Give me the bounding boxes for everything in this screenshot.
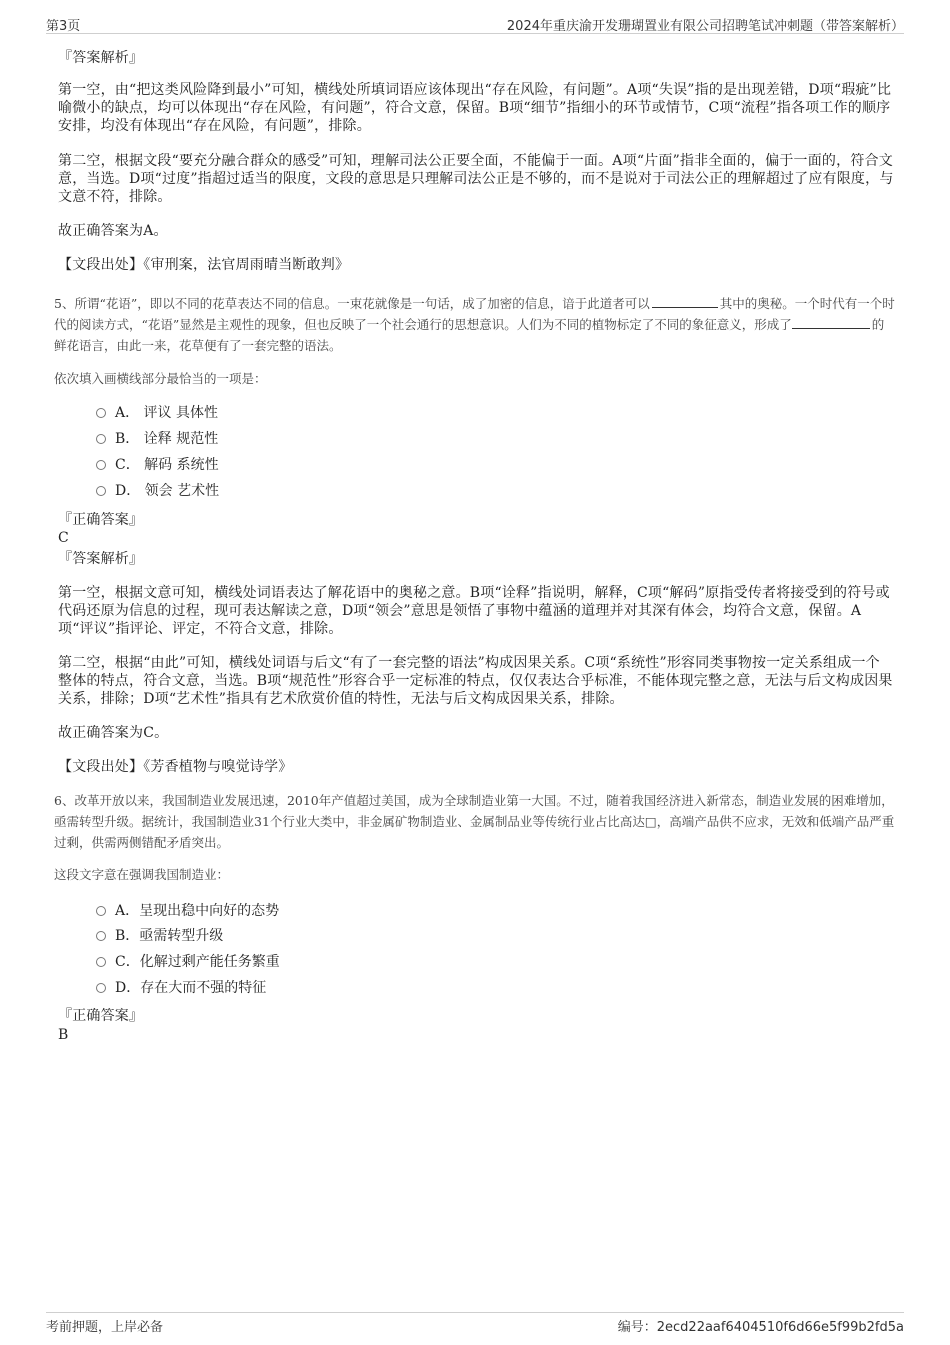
radio-icon[interactable]: [96, 460, 106, 470]
q6-option-b[interactable]: [96, 927, 223, 945]
q5-blank-2: [792, 316, 870, 329]
q5-option-c-label: C． 解码 系统性: [115, 457, 219, 473]
q5-option-c[interactable]: [96, 456, 219, 474]
radio-icon[interactable]: [96, 906, 106, 916]
q5-blank-1: [652, 295, 718, 308]
q5-option-b-label: B． 诠释 规范性: [115, 431, 219, 447]
footer-slogan: 考前押题，上岸必备: [46, 1320, 164, 1335]
question-5-text: [54, 293, 896, 356]
q6-option-b-label: B．亟需转型升级: [115, 928, 224, 944]
q5-option-b[interactable]: [96, 430, 218, 448]
page-header: [46, 13, 904, 34]
q5-option-d[interactable]: [96, 482, 219, 500]
radio-icon[interactable]: [96, 486, 106, 496]
analysis-paragraph-1: 第一空，由“把这类风险降到最小”可知，横线处所填词语应该体现出“存在风险，有问题”。A项“失误”指的是出现差错，D项“瑕疵”比喻微小的缺点，均可以体现出“存在风险，有问题”，符合文意，保留。B项“细节”指细小的环节或情节，C项“流程”指各项工作的顺序安排，均没有体现出“存在风险，有问题”，排除。: [58, 82, 892, 134]
q5-conclusion: 故正确答案为C。: [58, 725, 169, 741]
source-1: 【文段出处】《审刑案，法官周雨晴当断敢判》: [58, 257, 350, 273]
q6-option-a[interactable]: [96, 902, 279, 920]
q6-answer-label: 『正确答案』: [58, 1008, 144, 1024]
radio-icon[interactable]: [96, 983, 106, 993]
page-footer: [46, 1312, 904, 1335]
q6-answer: B: [58, 1027, 69, 1043]
q5-option-a-label: A． 评议 具体性: [115, 405, 219, 421]
q6-option-c[interactable]: [96, 953, 280, 971]
q5-analysis-label: 『答案解析』: [58, 551, 144, 567]
q5-text-part-a: 5、所谓“花语”，即以不同的花草表达不同的信息。一束花就像是一句话，成了加密的信息，谙于此道者可以: [54, 296, 650, 311]
radio-icon[interactable]: [96, 434, 106, 444]
q5-answer-label: 『正确答案』: [58, 512, 144, 528]
document-title: 2024年重庆渝开发珊瑚置业有限公司招聘笔试冲刺题（带答案解析）: [506, 19, 904, 34]
q5-option-d-label: D． 领会 艺术性: [115, 483, 220, 499]
q5-source: 【文段出处】《芳香植物与嗅觉诗学》: [58, 759, 293, 775]
q5-analysis-paragraph-1: 第一空，根据文意可知，横线处词语表达了解花语中的奥秘之意。B项“诠释”指说明，解释，C项“解码”原指受传者将接受到的符号或代码还原为信息的过程，现可表达解读之意，D项“领会”意思是领悟了事物中蕴涵的道理并对其深有体会，均符合文意，保留。A项“评议”指评论、评定，不符合文意，排除。: [58, 585, 890, 637]
analysis-label-1: 『答案解析』: [58, 50, 144, 66]
q6-option-c-label: C．化解过剩产能任务繁重: [115, 954, 280, 970]
q6-option-a-label: A．呈现出稳中向好的态势: [115, 903, 280, 919]
q5-answer: C: [58, 530, 69, 546]
question-6-prompt: 这段文字意在强调我国制造业：: [54, 867, 230, 882]
question-6-text: 6、改革开放以来，我国制造业发展迅速，2010年产值超过美国，成为全球制造业第一大国。不过，随着我国经济进入新常态，制造业发展的困难增加，亟需转型升级。据统计，我国制造业31个行业大类中，非金属矿物制造业、金属制品业等传统行业占比高达□，高端产品供不应求，无效和低端产品严重过剩，供需两侧错配矛盾突出。: [54, 793, 895, 850]
q6-option-d-label: D．存在大而不强的特征: [115, 980, 267, 996]
q5-analysis-paragraph-2: 第二空，根据“由此”可知，横线处词语与后文“有了一套完整的语法”构成因果关系。C项“系统性”形容同类事物按一定关系组成一个整体的特点，符合文意，当选。B项“规范性”形容合乎一定标准的特点，仅仅表达合乎标准，不能体现完整之意，无法与后文构成因果关系，排除；D项“艺术性”指具有艺术欣赏价值的特性，无法与后文构成因果关系，排除。: [58, 655, 893, 707]
q6-option-d[interactable]: [96, 979, 266, 997]
q5-option-a[interactable]: [96, 404, 218, 422]
q5-text-part-b: 其中的奥秘。一个时代有一个时代的阅读方式，“花语”显然是主观性的现象，但也反映了一个社会通行的思想意识。人们为不同的植物标定了不同的象征意义，形成了: [54, 296, 895, 332]
radio-icon[interactable]: [96, 957, 106, 967]
question-5-prompt: 依次填入画横线部分最恰当的一项是：: [54, 371, 267, 386]
radio-icon[interactable]: [96, 931, 106, 941]
radio-icon[interactable]: [96, 408, 106, 418]
conclusion-1: 故正确答案为A。: [58, 223, 168, 239]
analysis-paragraph-2: 第二空，根据文段“要充分融合群众的感受”可知，理解司法公正要全面，不能偏于一面。A项“片面”指非全面的，偏于一面的，符合文意，当选。D项“过度”指超过适当的限度，文段的意思是只理解司法公正是不够的，而不是说对于司法公正的理解超过了应有限度，与文意不符，排除。: [58, 153, 894, 205]
q5-text-part-c: 的鲜花语言，由此一来，花草便有了一套完整的语法。: [54, 317, 885, 353]
page-number: 第3页: [46, 19, 81, 34]
document-id: 编号：2ecd22aaf6404510f6d66e5f99b2fd5a: [617, 1320, 904, 1335]
